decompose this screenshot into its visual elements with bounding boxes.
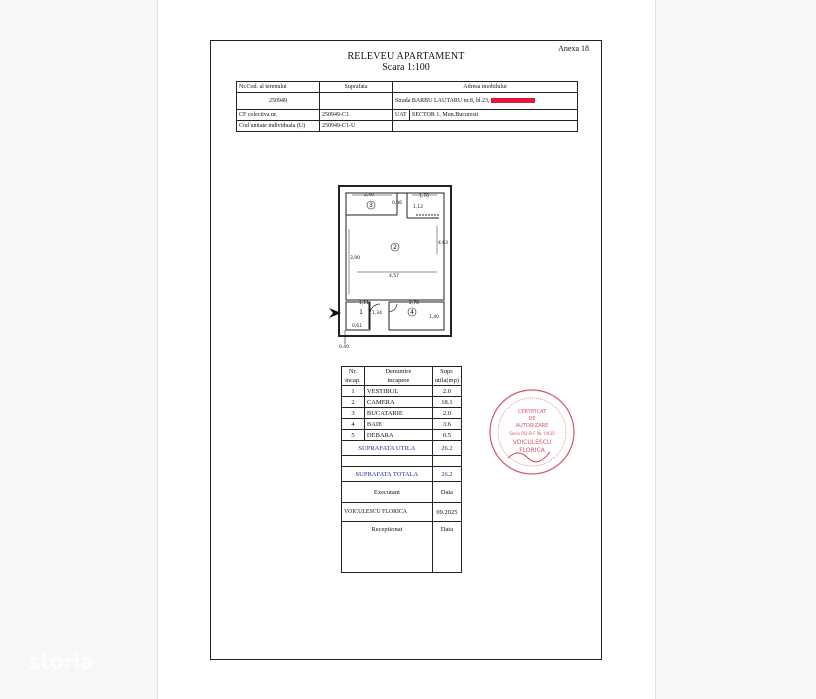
document-scale: Scara 1:100 xyxy=(382,62,430,73)
receptionat-label: Receptionat xyxy=(342,522,433,573)
address-text: Strada BARBU LAUTARU nr.8, bl.23, xyxy=(395,98,490,104)
header-nr: Nr. incap. xyxy=(342,367,365,386)
room-area: 0.5 xyxy=(432,430,461,441)
header-surface: Suprafata xyxy=(320,82,393,93)
room-nr: 2 xyxy=(342,397,365,408)
executant-name: VOICULESCU FLORICA xyxy=(342,503,433,522)
dim-0-40: 0,40 xyxy=(339,345,350,350)
table-row xyxy=(342,386,462,397)
room-name: CAMERA xyxy=(364,397,432,408)
useful-area-value: 26.2 xyxy=(432,441,461,456)
room-name: VESTIBUL xyxy=(364,386,432,397)
room-number-4: 4 xyxy=(410,309,414,316)
storia-logo: storia xyxy=(28,650,94,674)
unit-code-label: Cod unitate individuala (U) xyxy=(237,121,320,132)
cf-label: CF colectiva nr. xyxy=(237,110,320,121)
floor-plan-drawing xyxy=(337,184,455,354)
dim-4-57: 4,57 xyxy=(389,274,400,279)
dim-1-11: 1,11 xyxy=(359,301,370,306)
surface-cell xyxy=(320,93,393,110)
room-nr: 3 xyxy=(342,408,365,419)
dim-1-70: 1,70 xyxy=(419,194,430,199)
room-number-1: 1 xyxy=(359,309,363,316)
uat-value: SECTOR 1, Mun.Bucuresti xyxy=(410,110,578,121)
header-address: Adresa imobilului xyxy=(393,82,578,93)
rooms-table xyxy=(341,366,462,573)
room-number-3: 3 xyxy=(369,202,373,209)
table-row xyxy=(342,430,462,441)
room-name: BAIE xyxy=(364,419,432,430)
room-nr: 5 xyxy=(342,430,365,441)
dim-0-61: 0,61 xyxy=(352,324,363,329)
executant-label: Executant xyxy=(342,482,433,503)
room-number-2: 2 xyxy=(393,244,397,251)
property-info-table xyxy=(236,81,578,132)
uat-label: UAT xyxy=(393,110,410,121)
room-nr: 1 xyxy=(342,386,365,397)
dim-1-40: 1,40 xyxy=(429,315,440,320)
empty-cell xyxy=(393,121,578,132)
room-name: BUCATARIE xyxy=(364,408,432,419)
header-room-name: Denumire incapere xyxy=(364,367,432,386)
stamp-line-1: CERTIFICAT xyxy=(517,409,547,415)
dim-0-86: 0,86 xyxy=(392,201,403,206)
cadastral-number: 250949 xyxy=(237,93,320,110)
total-area-value: 26.2 xyxy=(432,467,461,482)
header-cadastral: Nr.Cod. al terenului xyxy=(237,82,320,93)
annex-label: Anexa 18 xyxy=(558,44,589,53)
floor-plan-sheet xyxy=(210,40,602,660)
unit-code-value: 250949-C1-U xyxy=(320,121,393,132)
executant-date: 09.2025 xyxy=(432,503,461,522)
spacer-cell xyxy=(342,456,433,467)
document-title: RELEVEU APARTAMENT xyxy=(347,51,465,62)
redaction-mark xyxy=(491,98,535,103)
dim-1-12: 1,12 xyxy=(413,205,424,210)
authorization-stamp xyxy=(488,388,576,476)
cf-value: 250949-C1 xyxy=(320,110,393,121)
stamp-line-5: VOICULESCU xyxy=(512,439,552,446)
dim-2-78: 2,78 xyxy=(409,301,420,306)
spacer-cell xyxy=(432,456,461,467)
table-row xyxy=(342,397,462,408)
dim-2-40: 2,40 xyxy=(364,193,375,198)
executant-date-label: Data xyxy=(432,482,461,503)
useful-area-label: SUPRAFATA UTILA xyxy=(342,441,433,456)
room-area: 2.0 xyxy=(432,386,461,397)
receptionat-date-label: Data xyxy=(432,522,461,573)
dim-1-34: 1,34 xyxy=(372,311,383,316)
stamp-line-6: FLORICA xyxy=(519,447,545,454)
dim-4-63: 4,63 xyxy=(438,241,449,246)
header-area: Supr. utila(mp) xyxy=(432,367,461,386)
table-row xyxy=(342,408,462,419)
room-nr: 4 xyxy=(342,419,365,430)
stamp-line-2: DE xyxy=(528,416,536,422)
table-row xyxy=(342,419,462,430)
stamp-line-3: AUTORIZARE xyxy=(515,423,549,429)
stamp-line-4: Seria RO-B-F Nr. 0435 xyxy=(509,431,555,436)
room-area: 3.6 xyxy=(432,419,461,430)
room-area: 2.0 xyxy=(432,408,461,419)
total-area-label: SUPRAFATA TOTALA xyxy=(342,467,433,482)
dim-3-90: 3,90 xyxy=(350,256,361,261)
room-area: 18.1 xyxy=(432,397,461,408)
address-cell xyxy=(393,93,578,110)
room-name: DEBARA xyxy=(364,430,432,441)
